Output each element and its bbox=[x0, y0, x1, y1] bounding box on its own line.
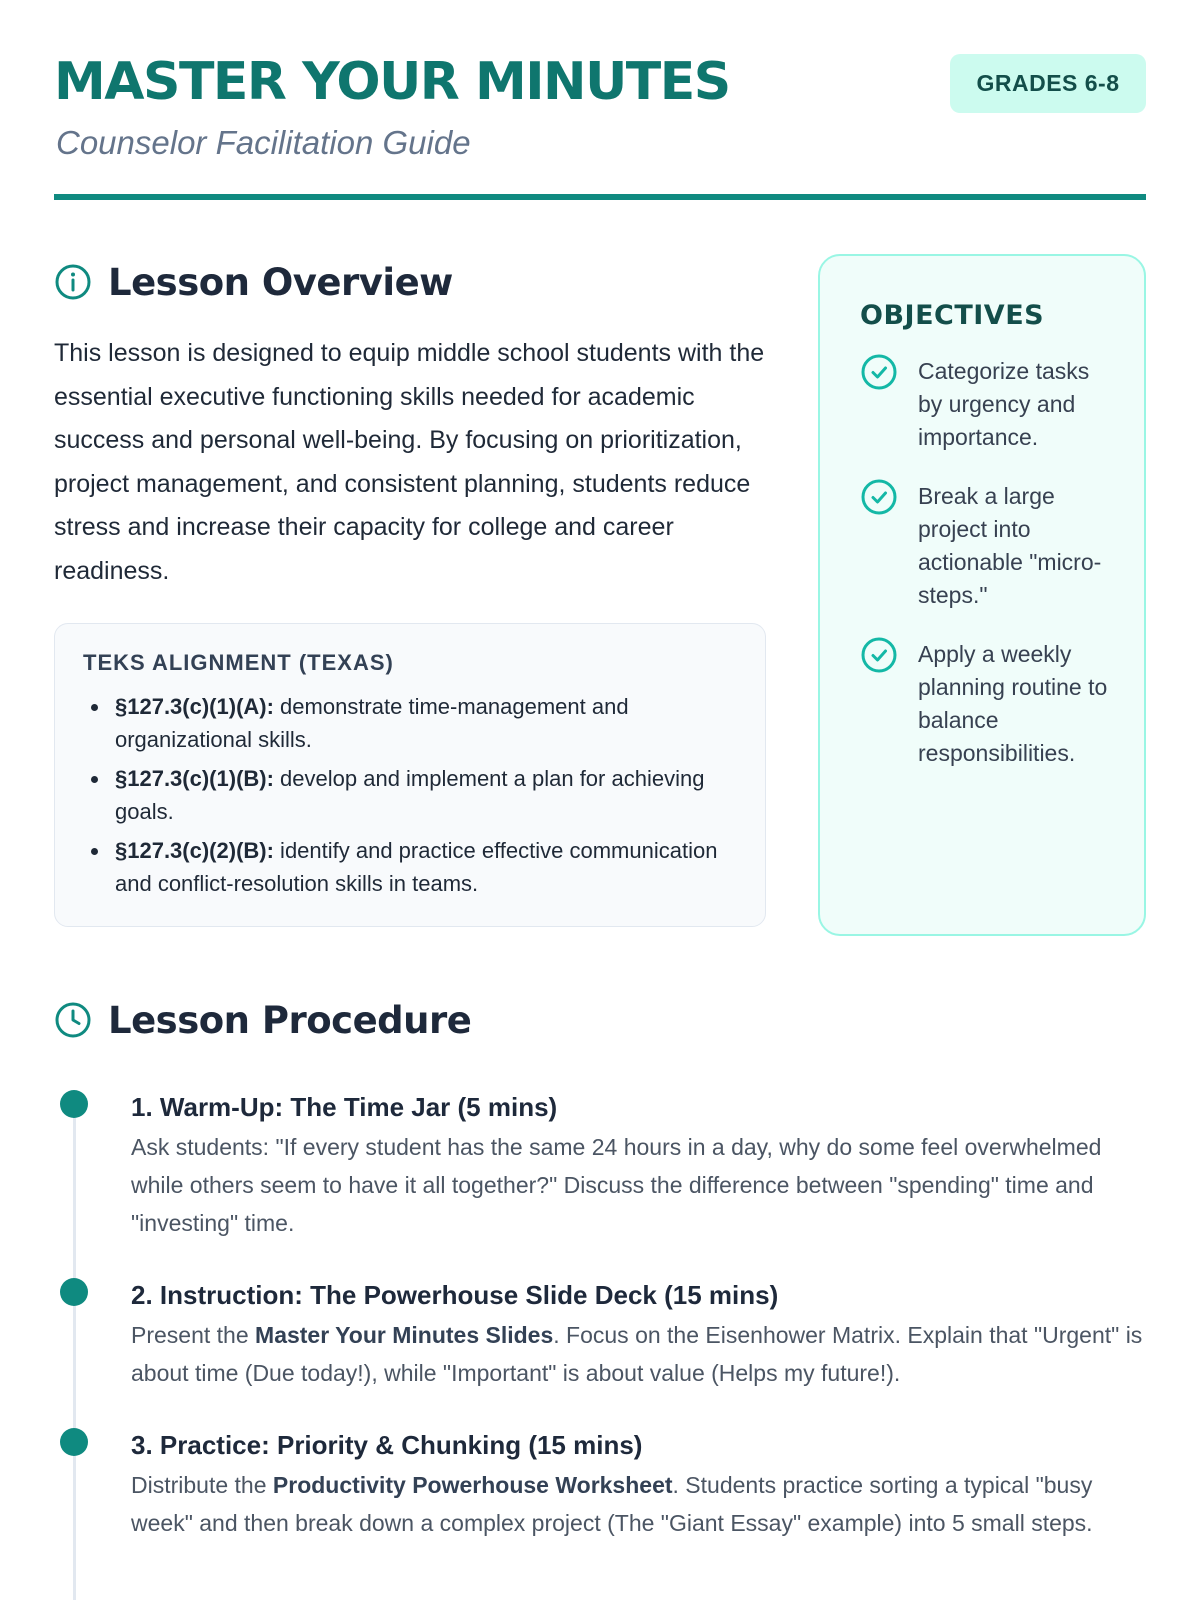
step-description bbox=[131, 1466, 1146, 1542]
objective-text: Categorize tasks by urgency and importance. bbox=[918, 358, 1090, 450]
procedure-heading-row bbox=[54, 992, 1146, 1048]
timeline-dot bbox=[60, 1428, 88, 1456]
objective-item bbox=[860, 355, 1114, 454]
step-text-before: Distribute the bbox=[131, 1472, 273, 1498]
procedure-heading: Lesson Procedure bbox=[108, 998, 472, 1042]
facilitation-guide-page bbox=[54, 0, 1146, 1600]
teks-title: TEKS ALIGNMENT (TEXAS) bbox=[83, 650, 394, 675]
teks-list bbox=[83, 690, 737, 900]
grade-badge: GRADES 6-8 bbox=[950, 54, 1146, 113]
overview-paragraph: This lesson is designed to equip middle school students with the essential executive functioning skills needed for academic success and personal well-being. By focusing on prioritization, project management, and consistent planning, students reduce stress and increase their capacity for college and career readiness. bbox=[54, 339, 765, 585]
teks-alignment-box bbox=[54, 623, 766, 927]
objectives-title: OBJECTIVES bbox=[860, 300, 1045, 331]
page-subtitle: Counselor Facilitation Guide bbox=[56, 124, 471, 161]
teks-text: identify and practice effective communication and conflict-resolution skills in teams. bbox=[115, 838, 718, 896]
step-description bbox=[131, 1128, 1146, 1242]
step-text-before: Ask students: "If every student has the same 24 hours in a day, why do some feel overwhelmed while others seem to have it all together?" Discuss the difference between "spending" time and "investing" time. bbox=[131, 1134, 1102, 1236]
step-title: 2. Instruction: The Powerhouse Slide Deck (15 mins) bbox=[131, 1280, 779, 1310]
timeline-dot bbox=[60, 1278, 88, 1306]
objective-text: Apply a weekly planning routine to balance responsibilities. bbox=[918, 641, 1108, 766]
procedure-step bbox=[54, 1428, 1146, 1542]
info-icon bbox=[54, 263, 92, 301]
clock-icon bbox=[54, 1001, 92, 1039]
overview-heading: Lesson Overview bbox=[108, 260, 453, 304]
teks-item bbox=[83, 834, 737, 900]
step-title: 1. Warm-Up: The Time Jar (5 mins) bbox=[131, 1092, 558, 1122]
bullet-icon bbox=[91, 776, 98, 783]
teks-code: §127.3(c)(1)(B): bbox=[115, 766, 274, 791]
teks-item bbox=[83, 690, 737, 756]
step-text-after: . Students practice sorting a typical "busy week" and then break down a complex project (The "Giant Essay" example) into 5 small steps. bbox=[131, 1472, 1093, 1536]
objective-item bbox=[860, 638, 1114, 770]
teks-code: §127.3(c)(2)(B): bbox=[115, 838, 274, 863]
objective-item bbox=[860, 480, 1114, 612]
procedure-step bbox=[54, 1090, 1146, 1242]
procedure-timeline bbox=[54, 1090, 1146, 1542]
header-divider bbox=[54, 194, 1146, 200]
teks-code: §127.3(c)(1)(A): bbox=[115, 694, 274, 719]
lesson-procedure-section bbox=[54, 992, 1146, 1582]
check-circle-icon bbox=[860, 353, 898, 391]
objective-text: Break a large project into actionable "micro-steps." bbox=[918, 483, 1102, 608]
procedure-step bbox=[54, 1278, 1146, 1392]
teks-text: develop and implement a plan for achieving goals. bbox=[115, 766, 705, 824]
step-title: 3. Practice: Priority & Chunking (15 mins) bbox=[131, 1430, 643, 1460]
bullet-icon bbox=[91, 848, 98, 855]
teks-text: demonstrate time-management and organizational skills. bbox=[115, 694, 629, 752]
objectives-card bbox=[818, 254, 1146, 936]
step-resource-name: Productivity Powerhouse Worksheet bbox=[272, 1472, 673, 1498]
page-header bbox=[54, 0, 1146, 200]
check-circle-icon bbox=[860, 636, 898, 674]
check-circle-icon bbox=[860, 478, 898, 516]
bullet-icon bbox=[91, 704, 98, 711]
timeline-dot bbox=[60, 1090, 88, 1118]
lesson-overview-section bbox=[54, 254, 766, 927]
step-text-after: . Focus on the Eisenhower Matrix. Explain that "Urgent" is about time (Due today!), while "Important" is about value (Helps my future!). bbox=[131, 1322, 1143, 1386]
overview-heading-row bbox=[54, 254, 766, 310]
step-text-before: Present the bbox=[131, 1322, 256, 1348]
page-title: MASTER YOUR MINUTES bbox=[54, 52, 730, 112]
step-description bbox=[131, 1316, 1146, 1392]
teks-item bbox=[83, 762, 737, 828]
step-resource-name: Master Your Minutes Slides bbox=[255, 1322, 554, 1348]
